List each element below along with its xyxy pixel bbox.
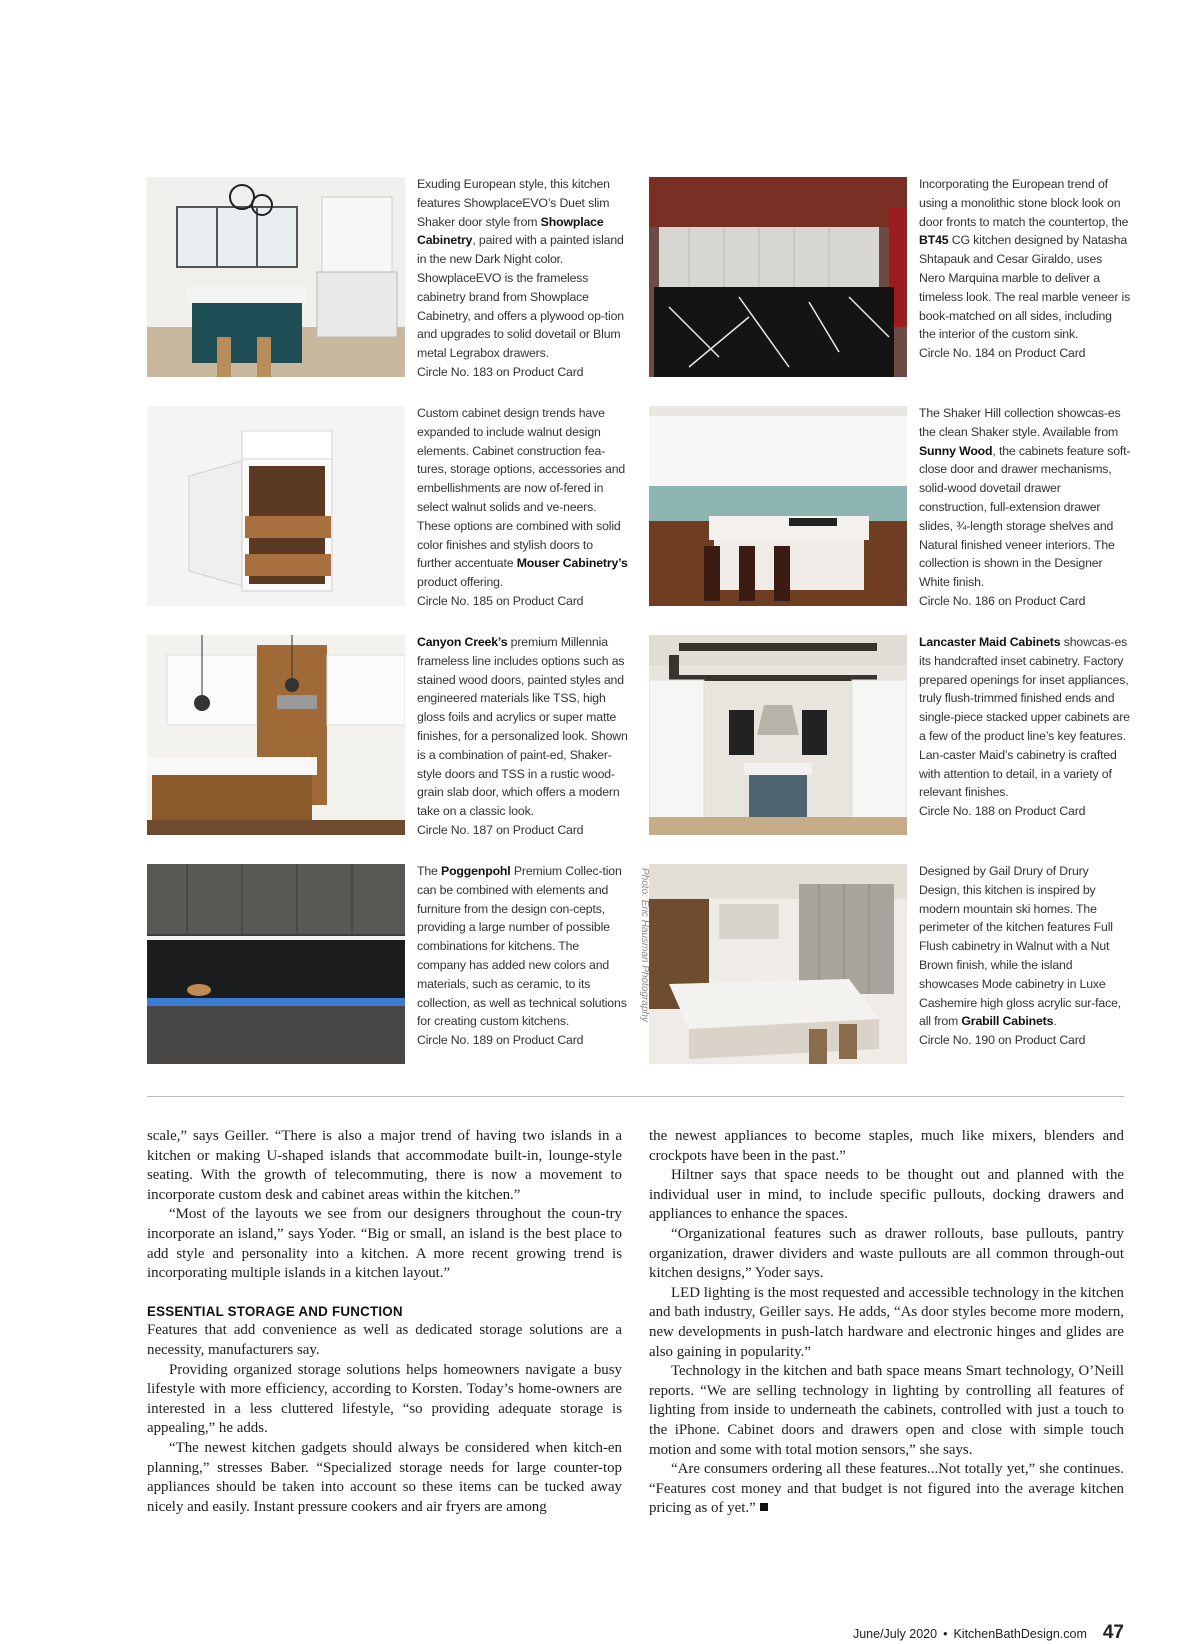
end-of-article-icon: [760, 1503, 768, 1511]
caption-segment: Custom cabinet design trends have expanded to include walnut design elements. Cabinet construction fea-tures, storage options, accessories and embellishments are now of-fered in select walnut solids and ve-neers. These options are combined with solid color finishes and stylish doors to further accentuate: [417, 406, 626, 571]
brand-name: Lancaster Maid Cabinets: [919, 635, 1061, 649]
article-paragraph: [649, 1460, 1124, 1519]
article-paragraph: [649, 1284, 1124, 1362]
circle-number: Circle No. 189 on Product Card: [417, 1033, 584, 1048]
paragraph-text: the newest appliances to become staples, much like mixers, blenders and crockpots have been in the past.”: [649, 1128, 1124, 1164]
product-feature-p190: [649, 864, 1129, 1064]
caption-segment: product offering.: [417, 575, 504, 590]
caption-text: [919, 633, 1131, 802]
circle-number: Circle No. 187 on Product Card: [417, 822, 584, 837]
issue-date: June/July 2020: [852, 1627, 938, 1641]
product-feature-p185: [147, 406, 627, 606]
caption-text: [417, 404, 629, 592]
brand-name: BT45: [919, 233, 949, 248]
paragraph-text: LED lighting is the most requested and accessible technology in the kitchen and bath industry, Geiller says. He adds, “As door styles become more modern, new developments in push-latch hardware and electronic hinges and glides are also gaining in popularity.”: [649, 1284, 1124, 1360]
circle-number: Circle No. 183 on Product Card: [417, 364, 584, 379]
article-paragraph: [147, 1127, 622, 1205]
product-caption: [417, 633, 629, 840]
caption-text: [417, 175, 629, 363]
brand-name: Poggenpohl: [441, 864, 511, 878]
product-caption: [417, 175, 629, 382]
article-paragraph: [147, 1361, 622, 1439]
kitchen-photo-bt45: [649, 177, 907, 377]
kitchen-photo-lancastermaid: [649, 635, 907, 835]
caption-segment: Incorporating the European trend of using a monolithic stone block look on door fronts to match the countertop, the: [919, 177, 1129, 229]
caption-segment: The Shaker Hill collection showcas-es the clean Shaker style. Available from: [919, 406, 1121, 439]
caption-text: [919, 404, 1131, 592]
site-url: KitchenBathDesign.com: [953, 1627, 1087, 1641]
brand-name: Sunny Wood: [919, 443, 993, 458]
article-paragraph: [147, 1205, 622, 1283]
article-paragraph: [649, 1127, 1124, 1166]
paragraph-text: “Are consumers ordering all these features...Not totally yet,” she continues. “Features cost money and that budget is not figured into the average kitchen pricing as of yet.”: [649, 1461, 1124, 1517]
section-divider: [147, 1096, 1124, 1097]
product-feature-p186: [649, 406, 1129, 606]
product-feature-p188: [649, 635, 1129, 835]
circle-number: Circle No. 190 on Product Card: [919, 1033, 1086, 1048]
caption-segment: premium Millennia frameless line includes options such as stained wood doors, painted styles and engineered materials like TSS, high gloss foils and acrylics or super matte finishes, for a personalized look. Shown is a combination of paint-ed, Shaker-style doors and TSS in a rustic wood-grain slab door, which offers a modern take on a classic look.: [417, 635, 628, 819]
caption-text: [417, 633, 629, 821]
product-feature-p189: [147, 864, 627, 1064]
caption-segment: Designed by Gail Drury of Drury Design, this kitchen is inspired by modern mountain ski homes. The perimeter of the kitchen features Full Flush cabinetry in Walnut with a Nut Brown finish, while the island showcases Mode cabinetry in Luxe Cashemire high gloss acrylic sur-face, all from: [919, 864, 1122, 1029]
caption-segment: CG kitchen designed by Natasha Shtapauk and Cesar Giraldo, uses Nero Marquina marble to deliver a timeless look. The real marble veneer is book-matched on all sides, including the interior of the custom sink.: [919, 233, 1131, 342]
caption-text: [417, 862, 629, 1031]
brand-name: Grabill Cabinets: [961, 1014, 1054, 1029]
paragraph-text: Features that add convenience as well as dedicated storage solutions are a necessity, manufacturers say.: [147, 1322, 622, 1358]
product-feature-p187: [147, 635, 627, 835]
caption-text: [919, 862, 1131, 1031]
product-caption: [417, 404, 629, 611]
caption-segment: Exuding European style, this kitchen features ShowplaceEVO’s Duet slim Shaker door style from: [417, 177, 610, 229]
kitchen-photo-showplace: [147, 177, 405, 377]
product-caption: [919, 633, 1131, 821]
footer-separator: •: [943, 1627, 948, 1641]
caption-segment: , the cabinets feature soft-close door and drawer mechanisms, solid-wood dovetail drawer construction, full-extension drawer slides, ¾-length storage shelves and Natural finished veneer interiors. The collection is shown in the Designer White finish.: [919, 443, 1131, 590]
caption-segment: .: [1053, 1014, 1057, 1029]
circle-number: Circle No. 184 on Product Card: [919, 346, 1086, 361]
article-paragraph: [147, 1439, 622, 1517]
product-caption: [919, 175, 1131, 363]
section-heading: [147, 1302, 622, 1322]
product-feature-p183: [147, 177, 627, 377]
kitchen-photo-grabill: [649, 864, 907, 1064]
paragraph-text: “Organizational features such as drawer rollouts, base pullouts, pantry organization, drawer dividers and waste pullouts are all common through-out kitchen designs,” Yoder says.: [649, 1225, 1124, 1282]
brand-name: Mouser Cabinetry’s: [516, 556, 628, 571]
brand-name: Canyon Creek’s: [417, 635, 508, 649]
page-footer: [853, 1622, 1124, 1644]
paragraph-text: “The newest kitchen gadgets should always be considered when kitch-en planning,” stresses Baber. “Specialized storage needs for large counter-top appliances should be taken into account so these items can be tucked away nicely and easily. Instant pressure cookers and air fryers are among: [147, 1439, 622, 1515]
article-column-left: [147, 1127, 622, 1517]
paragraph-text: Technology in the kitchen and bath space means Smart technology, O’Neill reports. “We are selling technology in lighting by controlling all features of lighting from inside to underneath the cabinets, controlled with just a touch to the iPhone. Cabinet doors and drawers open and close with simple touch motion and some with total motion sensors,” she says.: [649, 1363, 1124, 1458]
circle-number: Circle No. 188 on Product Card: [919, 804, 1086, 819]
product-caption: [919, 862, 1131, 1050]
product-caption: [919, 404, 1131, 611]
paragraph-text: Providing organized storage solutions helps homeowners navigate a busy lifestyle with more efficiency, according to Korsten. Today’s home-owners are interested in a less cluttered lifestyle, “so providing adequate storage is appealing,” he adds.: [147, 1361, 622, 1437]
brand-name: Showplace Cabinetry: [417, 214, 604, 248]
caption-segment: Premium Collec-tion can be combined with elements and furniture from the design con-cepts, providing a large number of possible combinations for kitchens. The company has added new colors and materials, such as ceramic, to its collection, as well as technical solutions for creating custom kitchens.: [417, 864, 627, 1029]
product-feature-p184: [649, 177, 1129, 377]
product-caption: [417, 862, 629, 1050]
article-paragraph: [649, 1166, 1124, 1225]
caption-segment: The: [417, 864, 442, 878]
page-number: 47: [1102, 1622, 1124, 1643]
cabinet-photo-mouser: [147, 406, 405, 606]
paragraph-text: ESSENTIAL STORAGE AND FUNCTION: [147, 1303, 403, 1319]
photo-credit: Photo: Eric Hausman Photography: [639, 868, 650, 1022]
article-paragraph: [649, 1362, 1124, 1460]
caption-segment: , paired with a painted island in the new Dark Night color. ShowplaceEVO is the frameless cabinetry brand from Showplace Cabinetry, and offers a plywood op-tion and upgrades to solid dovetail or Blum metal Legrabox drawers.: [417, 233, 624, 361]
kitchen-photo-poggenpohl: [147, 864, 405, 1064]
kitchen-photo-sunnywood: [649, 406, 907, 606]
article-paragraph: [649, 1225, 1124, 1284]
paragraph-text: Hiltner says that space needs to be thought out and planned with the individual user in mind, to include specific pullouts, docking drawers and appliances to enhance the spaces.: [649, 1167, 1124, 1223]
paragraph-text: “Most of the layouts we see from our designers throughout the coun-try incorporate an island,” says Yoder. “Big or small, an island is the best place to add style and personality into a kitchen. A more recent growing trend is incorporating multiple islands in a kitchen layout.”: [147, 1206, 622, 1282]
circle-number: Circle No. 186 on Product Card: [919, 593, 1086, 608]
article-paragraph: [147, 1321, 622, 1360]
caption-text: [919, 175, 1131, 344]
paragraph-text: scale,” says Geiller. “There is also a major trend of having two islands in a kitchen or making U-shaped islands that accommodate built-in, lounge-style seating. With the growth of telecommuting, there is now a movement to incorporate custom desk and cabinet areas within the kitchen.”: [147, 1128, 622, 1203]
article-column-right: [649, 1127, 1124, 1519]
kitchen-photo-canyoncreek: [147, 635, 405, 835]
circle-number: Circle No. 185 on Product Card: [417, 593, 584, 608]
caption-segment: showcas-es its handcrafted inset cabinetry. Factory prepared openings for inset appliances, truly flush-trimmed finished ends and single-piece stacked upper cabinets are a few of the product line’s key features. Lan-caster Maid’s cabinetry is crafted with attention to detail, in a variety of relevant finishes.: [919, 635, 1130, 800]
